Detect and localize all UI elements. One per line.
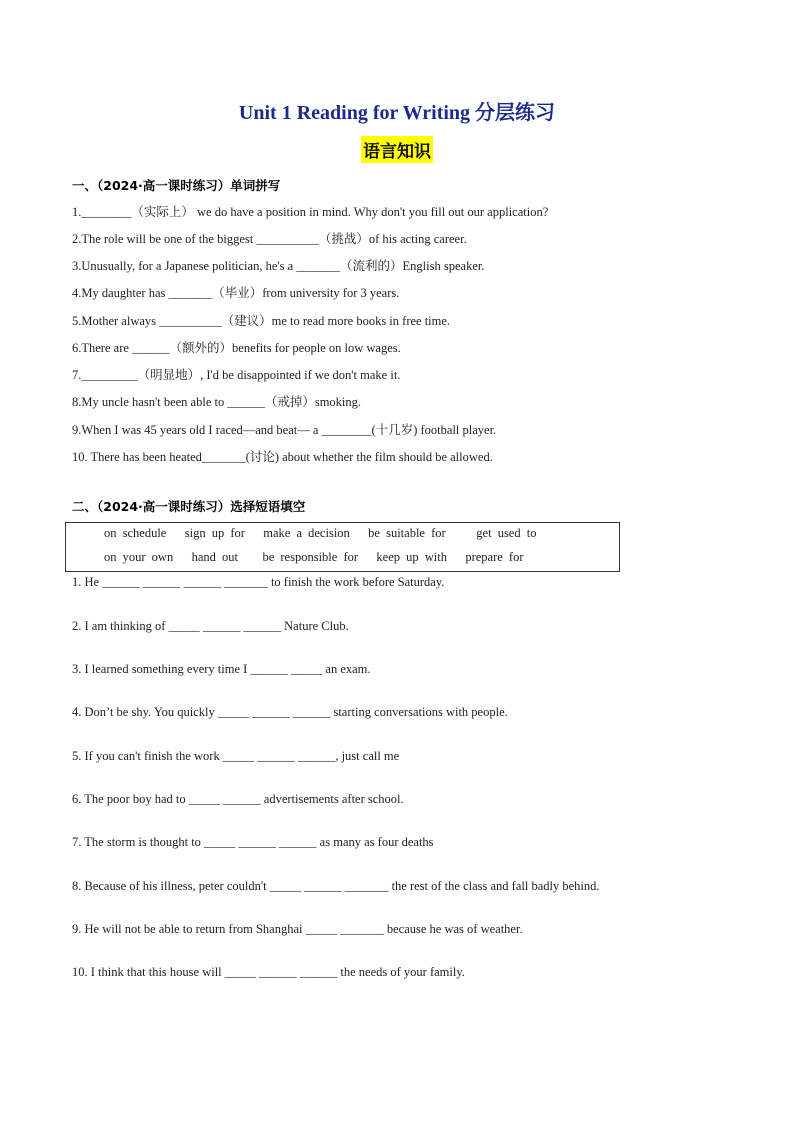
phrase-item: 8. Because of his illness, peter couldn't _____ ______ _______ the rest of the class and fall badly behind. — [72, 879, 600, 893]
phrase-item: 6. The poor boy had to _____ ______ advertisements after school. — [72, 792, 404, 806]
section2-heading: 二、（2024·高一课时练习）选择短语填空 — [72, 499, 306, 514]
spelling-item: 7._________（明显地）, I'd be disappointed if we don't make it. — [72, 368, 401, 382]
spelling-item: 5.Mother always __________（建议）me to read more books in free time. — [72, 314, 451, 328]
spelling-item: 1.________（实际上） we do have a position in mind. Why don't you fill out our application? — [72, 205, 549, 219]
phrase-item: 1. He ______ ______ ______ _______ to finish the work before Saturday. — [72, 575, 445, 589]
spelling-item: 2.The role will be one of the biggest __________（挑战）of his acting career. — [72, 232, 467, 246]
spelling-item: 9.When I was 45 years old I raced—and beat— a ________(十几岁) football player. — [72, 423, 497, 437]
phrase-item: 5. If you can't finish the work _____ ______ ______, just call me — [72, 749, 400, 763]
phrase-box — [65, 522, 620, 572]
phrase-item: 3. I learned something every time I ______ _____ an exam. — [72, 662, 371, 676]
spelling-item: 8.My uncle hasn't been able to ______（戒掉）smoking. — [72, 395, 362, 409]
spelling-item: 10. There has been heated_______(讨论) about whether the film should be allowed. — [72, 450, 493, 464]
phrase-row: on schedule sign up for make a decision be suitable for get used to — [104, 526, 537, 540]
phrase-item: 2. I am thinking of _____ ______ ______ Nature Club. — [72, 619, 349, 633]
spelling-item: 4.My daughter has _______（毕业）from university for 3 years. — [72, 286, 400, 300]
spelling-item: 6.There are ______（额外的）benefits for people on low wages. — [72, 341, 401, 355]
subtitle-wrapper — [0, 136, 794, 163]
section1-heading: 一、（2024·高一课时练习）单词拼写 — [72, 178, 281, 193]
phrase-row: on your own hand out be responsible for keep up with prepare for — [104, 550, 524, 564]
phrase-item: 7. The storm is thought to _____ ______ ______ as many as four deaths — [72, 835, 434, 849]
phrase-item: 4. Don’t be shy. You quickly _____ ______ ______ starting conversations with people. — [72, 705, 508, 719]
phrase-item: 10. I think that this house will _____ ______ ______ the needs of your family. — [72, 965, 465, 979]
section-subtitle: 语言知识 — [361, 136, 433, 163]
spelling-item: 3.Unusually, for a Japanese politician, he's a _______（流利的）English speaker. — [72, 259, 485, 273]
phrase-item: 9. He will not be able to return from Shanghai _____ _______ because he was of weather. — [72, 922, 523, 936]
page-title: Unit 1 Reading for Writing 分层练习 — [238, 102, 556, 124]
